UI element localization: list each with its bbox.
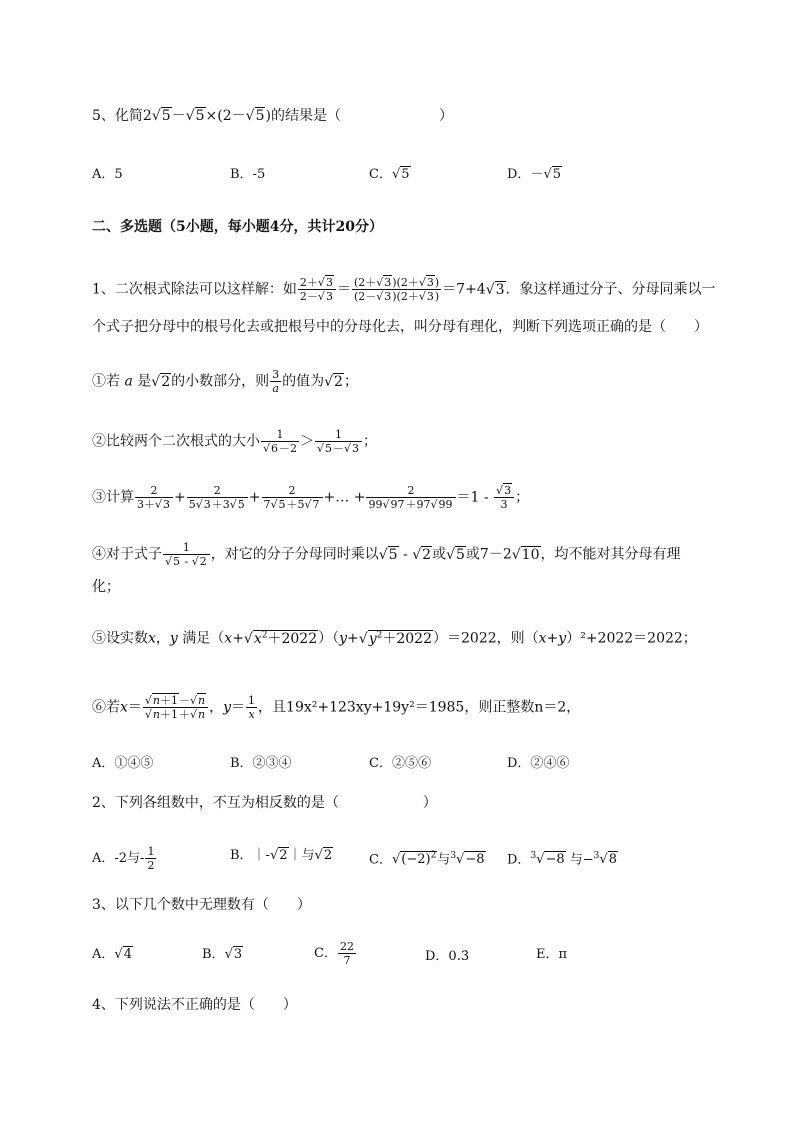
- mq2-option-a[interactable]: A．-2与- $\frac{1}{2}$: [92, 845, 155, 872]
- mq1-statement-2: ②比较两个二次根式的大小 1 √ 6－2 ＞ 1 √ 5－√ 3 ；: [92, 428, 377, 455]
- q5-option-c[interactable]: C．√ 5: [369, 166, 411, 184]
- mq1-option-a[interactable]: A．①④⑤: [92, 756, 154, 771]
- mq1-option-d[interactable]: D．②④⑥: [507, 756, 570, 771]
- mq1-statement-6: ⑥若x＝ √ n＋1－√ n √ n＋1＋√ n ，y＝ $\frac{1}{x}$ ，且19x²+123xy+19y²＝1985，则正整数n＝2，: [92, 694, 580, 721]
- mq2-stem: 2、下列各组数中，不互为相反数的是（ ）: [92, 795, 437, 811]
- mq1-option-c[interactable]: C．②⑤⑥: [369, 756, 431, 771]
- mq4-stem: 4、下列说法不正确的是（ ）: [92, 997, 297, 1013]
- mq1-statement-5: ⑤设实数x，y 满足（x+√ $x^2+2022)(y+√$ $y^2+2022)=2022$，则（x+y）²+2022＝2022；: [92, 626, 697, 648]
- mq3-option-c[interactable]: C． $\frac{22}{7}$: [314, 940, 354, 967]
- mq3-stem: 3、以下几个数中无理数有（ ）: [92, 897, 311, 913]
- mq3-option-a[interactable]: A．√ 4: [92, 946, 133, 964]
- mq3-option-d[interactable]: D．0.3̇: [425, 949, 470, 964]
- q5-option-d[interactable]: D．－√ 5: [507, 166, 562, 184]
- q5-option-a[interactable]: A．5: [92, 167, 123, 182]
- mq3-option-e[interactable]: E．π: [536, 947, 568, 962]
- q5-expression: 2√ 5－√ 5×(2－√ 5): [143, 107, 271, 124]
- section-heading: 二、多选题（5小题，每小题4分，共计20分）: [92, 219, 383, 235]
- mq1-option-b[interactable]: B．②③④: [230, 756, 292, 771]
- mq1-statement-4: ④对于式子 1 √ 5 - √ 2 ，对它的分子分母同时乘以√ 5 - √ 2或√ 5或7－2√ 10，均不能对其分母有理: [92, 541, 681, 568]
- mq2-option-b[interactable]: B．｜-√ 2｜与√ 2: [230, 847, 333, 865]
- mq2-option-d[interactable]: D．$^3$√ −8 与−$^3$√ 8: [507, 847, 618, 869]
- mq1-statement-3: ③计算 $\frac{2}{3+√ 3}$ + $\frac{2}{5√ 3+3√ 5}$ + $\frac{2}{7√ 5+5√ 7}$ +… + $\frac{2}{99√ 97+97√ 99}$ ＝1 - √ $\frac{3}{3}$ ；: [92, 484, 529, 511]
- q5-option-b[interactable]: B．-5: [230, 167, 266, 182]
- mq1-statement-4-cont: 化；: [92, 579, 120, 595]
- mq3-option-b[interactable]: B．√ 3: [202, 946, 243, 964]
- mq1-line2: 个式子把分母中的根号化去或把根号中的分母化去，叫分母有理化，判断下列选项正确的是（ ）: [92, 319, 708, 335]
- mq2-option-c[interactable]: C．√ $(-2)^2$与$^3$√ −8: [369, 847, 486, 869]
- q5-stem: 5、化简2√ 5－√ 5×(2－√ 5)的结果是（ ）: [92, 107, 453, 125]
- mq1-line1: 1、二次根式除法可以这样解：如 $\frac{2+√ 3}{2-√ 3}$ ＝ $\frac{(2+√ 3)(2+√ 3)}{(2-√ 3)(2+√ 3)}$ ＝7+4√ 3．象这样通过分子、分母同乘以一: [92, 276, 716, 303]
- mq1-statement-1: ①若 a 是√ 2的小数部分，则 $\frac{3}{a}$ 的值为√ 2；: [92, 368, 358, 395]
